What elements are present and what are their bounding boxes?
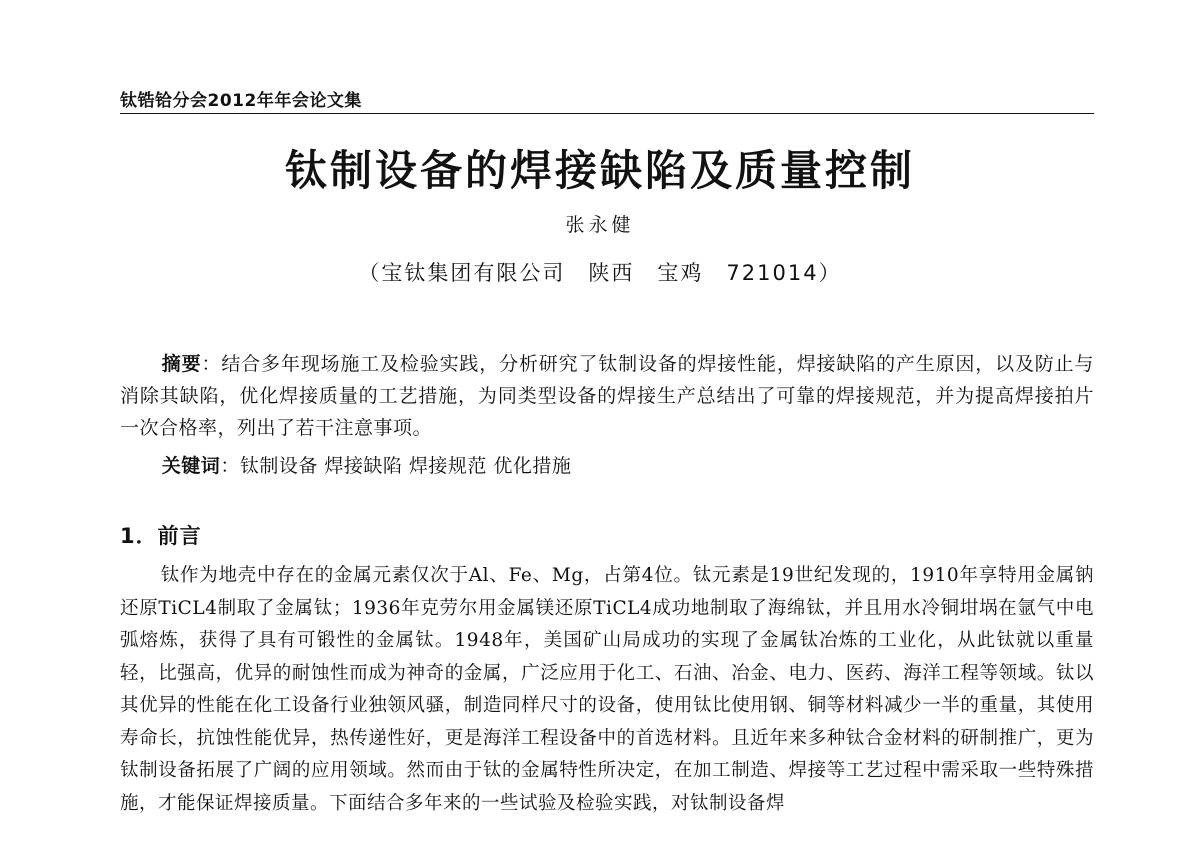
affiliation: （宝钛集团有限公司 陕西 宝鸡 721014）	[358, 261, 842, 285]
keywords	[120, 450, 1094, 482]
keywords-text: ：钛制设备 焊接缺陷 焊接规范 优化措施	[220, 455, 572, 477]
author: 张永健	[565, 214, 635, 236]
paper-title: 钛制设备的焊接缺陷及质量控制	[284, 146, 915, 195]
abstract-label: 摘要	[161, 353, 202, 375]
header-rule	[120, 113, 1094, 114]
abstract-text: ：结合多年现场施工及检验实践，分析研究了钛制设备的焊接性能，焊接缺陷的产生原因，以及防止与消除其缺陷，优化焊接质量的工艺措施，为同类型设备的焊接生产总结出了可靠的焊接规范，并为提高焊接拍片一次合格率，列出了若干注意事项。	[120, 353, 1094, 439]
keywords-label: 关键词	[161, 455, 221, 477]
running-header: 钛锆铪分会2012年年会论文集	[120, 91, 362, 111]
section-heading: 1．前言	[120, 524, 202, 548]
abstract	[120, 348, 1094, 444]
paragraph: 钛作为地壳中存在的金属元素仅次于Al、Fe、Mg，占第4位。钛元素是19世纪发现的，1910年享特用金属钠还原TiCL4制取了金属钛；1936年克劳尔用金属镁还原TiCL4成功地制取了海绵钛，并且用水冷铜坩埚在氩气中电弧熔炼，获得了具有可锻性的金属钛。1948年，美国矿山局成功的实现了金属钛冶炼的工业化，从此钛就以重量轻，比强高，优异的耐蚀性而成为神奇的金属，广泛应用于化工、石油、冶金、电力、医药、海洋工程等领域。钛以其优异的性能在化工设备行业独领风骚，制造同样尺寸的设备，使用钛比使用钢、铜等材料减少一半的重量，其使用寿命长，抗蚀性能优异，热传递性好，更是海洋工程设备中的首选材料。且近年来多种钛合金材料的研制推广，更为钛制设备拓展了广阔的应用领域。然而由于钛的金属特性所决定，在加工制造、焊接等工艺过程中需采取一些特殊措施，才能保证焊接质量。下面结合多年来的一些试验及检验实践，对钛制设备焊	[120, 565, 1094, 814]
body-text	[120, 560, 1094, 820]
